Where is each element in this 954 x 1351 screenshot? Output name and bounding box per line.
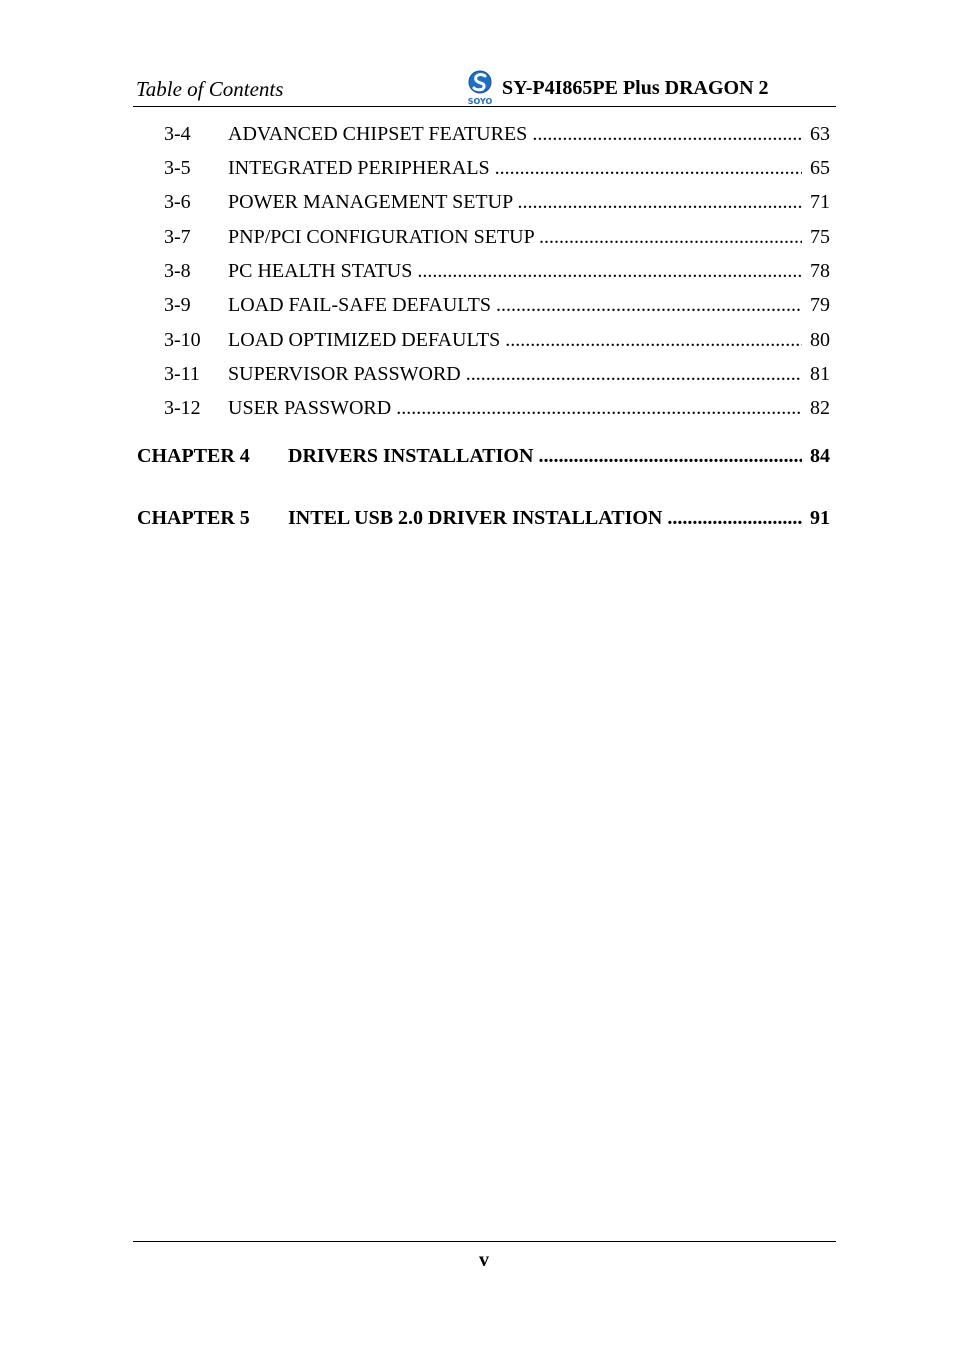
toc-entry-number: 3-12: [164, 397, 201, 419]
footer-divider: [133, 1241, 836, 1242]
page-header: [133, 66, 836, 107]
chapter-number: CHAPTER 4: [137, 445, 250, 467]
chapter-title: INTEL USB 2.0 DRIVER INSTALLATION .....: [288, 504, 802, 532]
toc-entry-title: POWER MANAGEMENT SETUP .....: [228, 189, 802, 215]
logo-wordmark: SOYO: [467, 97, 493, 106]
header-section-title: Table of Contents: [136, 77, 284, 101]
toc-entry[interactable]: [133, 361, 830, 387]
toc-entry[interactable]: [133, 189, 830, 215]
toc-entry[interactable]: [133, 224, 830, 250]
toc-entry-page: 78: [810, 260, 830, 282]
toc-chapter-entry[interactable]: [137, 442, 830, 470]
toc-entry-page: 81: [810, 363, 830, 385]
toc-entry-page: 82: [810, 397, 830, 419]
toc-entry-title: ADVANCED CHIPSET FEATURES .....: [228, 121, 802, 147]
toc-entry-number: 3-11: [164, 363, 200, 385]
toc-entry-title: USER PASSWORD .....: [228, 395, 802, 421]
toc-entry[interactable]: [133, 155, 830, 181]
soyo-logo-icon: [464, 68, 496, 106]
toc-entry-number: 3-4: [164, 123, 191, 145]
toc-entry-number: 3-10: [164, 329, 201, 351]
toc-entry-title: SUPERVISOR PASSWORD .....: [228, 361, 802, 387]
footer-page-number: v: [479, 1249, 489, 1271]
toc-entry-title: LOAD FAIL-SAFE DEFAULTS .....: [228, 292, 802, 318]
toc-entry-page: 80: [810, 329, 830, 351]
chapter-title: DRIVERS INSTALLATION .....: [288, 442, 802, 470]
toc-entry[interactable]: [133, 121, 830, 147]
toc-entry[interactable]: [133, 327, 830, 353]
toc-entry-title: INTEGRATED PERIPHERALS .....: [228, 155, 802, 181]
chapter-page: 84: [810, 445, 830, 467]
toc-entry-number: 3-5: [164, 157, 191, 179]
toc-entry-number: 3-6: [164, 191, 191, 213]
toc-entry[interactable]: [133, 292, 830, 318]
toc-chapter-entry[interactable]: [137, 504, 830, 532]
toc-entry-page: 75: [810, 226, 830, 248]
toc-entry-title: LOAD OPTIMIZED DEFAULTS .....: [228, 327, 802, 353]
toc-entry-title: PNP/PCI CONFIGURATION SETUP .....: [228, 224, 802, 250]
product-name: SY-P4I865PE Plus DRAGON 2: [502, 77, 769, 99]
chapter-page: 91: [810, 507, 830, 529]
chapter-number: CHAPTER 5: [137, 507, 250, 529]
toc-entry-number: 3-7: [164, 226, 191, 248]
toc-entry-page: 79: [810, 294, 830, 316]
toc-entry[interactable]: [133, 258, 830, 284]
toc-entry[interactable]: [133, 395, 830, 421]
toc-entry-page: 65: [810, 157, 830, 179]
toc-entry-page: 63: [810, 123, 830, 145]
toc-entry-number: 3-9: [164, 294, 191, 316]
toc-entry-number: 3-8: [164, 260, 191, 282]
toc-entry-page: 71: [810, 191, 830, 213]
toc-entry-title: PC HEALTH STATUS .....: [228, 258, 802, 284]
